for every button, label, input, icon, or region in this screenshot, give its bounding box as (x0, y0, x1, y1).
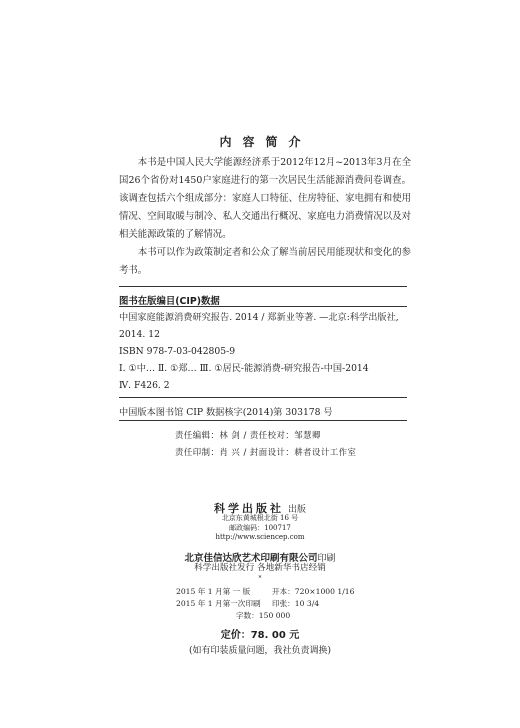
summary-paragraph: 本书是中国人民大学能源经济系于2012年12月~2013年3月在全国26个省份对1450户家庭进行的第一次居民生活能源消费问卷调查。该调查包括六个组成部分：家庭人口特征、住房特征、家电拥有和使用情况、空间取暖与制冷、私人交通出行概况、家庭电力消费情况以及对相关能源政策的了解情况。 (119, 157, 411, 240)
cip-classification: Ⅰ. ①中… Ⅱ. ①郑… Ⅲ. ①居民-能源消费-研究报告-中国-2014 (119, 363, 369, 374)
word-count: 字数：150 000 (236, 611, 291, 620)
price: 定价：78. 00 元 (220, 630, 300, 641)
divider-top (119, 286, 407, 287)
publisher-postcode: 邮政编码：100717 (229, 524, 291, 532)
cip-year-line: 2014. 12 (119, 329, 160, 340)
printer-name: 北京佳信达欣艺术印刷有限公司 (184, 553, 318, 564)
cip-heading: 图书在版编目(CIP)数据 (119, 296, 220, 307)
divider-cip-end (119, 397, 407, 398)
cip-record-number: 中国版本图书馆 CIP 数据核字(2014)第 303178 号 (119, 407, 333, 418)
credits-production: 责任印制：肖 兴 / 封面设计：耕者设计工作室 (175, 447, 357, 457)
distribution-line: 科学出版社发行 各地新华书店经销 (194, 563, 326, 573)
edition-date: 2015 年 1 月第 一 版 (176, 587, 251, 596)
print-date: 2015 年 1 月第一次印刷 (176, 599, 261, 608)
printer-suffix: 印刷 (317, 554, 336, 564)
divider-bottom (119, 420, 407, 421)
summary-text (119, 154, 411, 280)
publisher-website: http://www.sciencep.com (215, 533, 305, 541)
publisher-name: 科学出版社 (213, 502, 284, 515)
credits-editors: 责任编辑：林 剑 / 责任校对：邹慧卿 (175, 430, 321, 440)
cip-title-line: 中国家庭能源消费研究报告. 2014 / 郑新业等著. —北京:科学出版社, (119, 312, 399, 323)
divider-cip (119, 306, 407, 307)
summary-title: 内容简介 (219, 135, 312, 149)
format: 开本：720×1000 1/16 (272, 587, 355, 596)
summary-paragraph: 本书可以作为政策制定者和公众了解当前居民用能现状和变化的参考书。 (119, 247, 411, 276)
spec-line-1 (176, 586, 354, 597)
cip-isbn: ISBN 978-7-03-042805-9 (119, 346, 236, 357)
separator-star: * (258, 575, 262, 582)
cip-clc: Ⅳ. F426. 2 (119, 380, 170, 391)
publisher-address: 北京东黄城根北街 16 号 (221, 514, 299, 522)
spec-line-2 (176, 598, 319, 609)
quality-note: (如有印装质量问题，我社负责调换) (188, 646, 332, 656)
sheets: 印张：10 3/4 (272, 599, 320, 608)
publisher-suffix: 出版 (287, 505, 306, 515)
cip-record (119, 309, 411, 394)
